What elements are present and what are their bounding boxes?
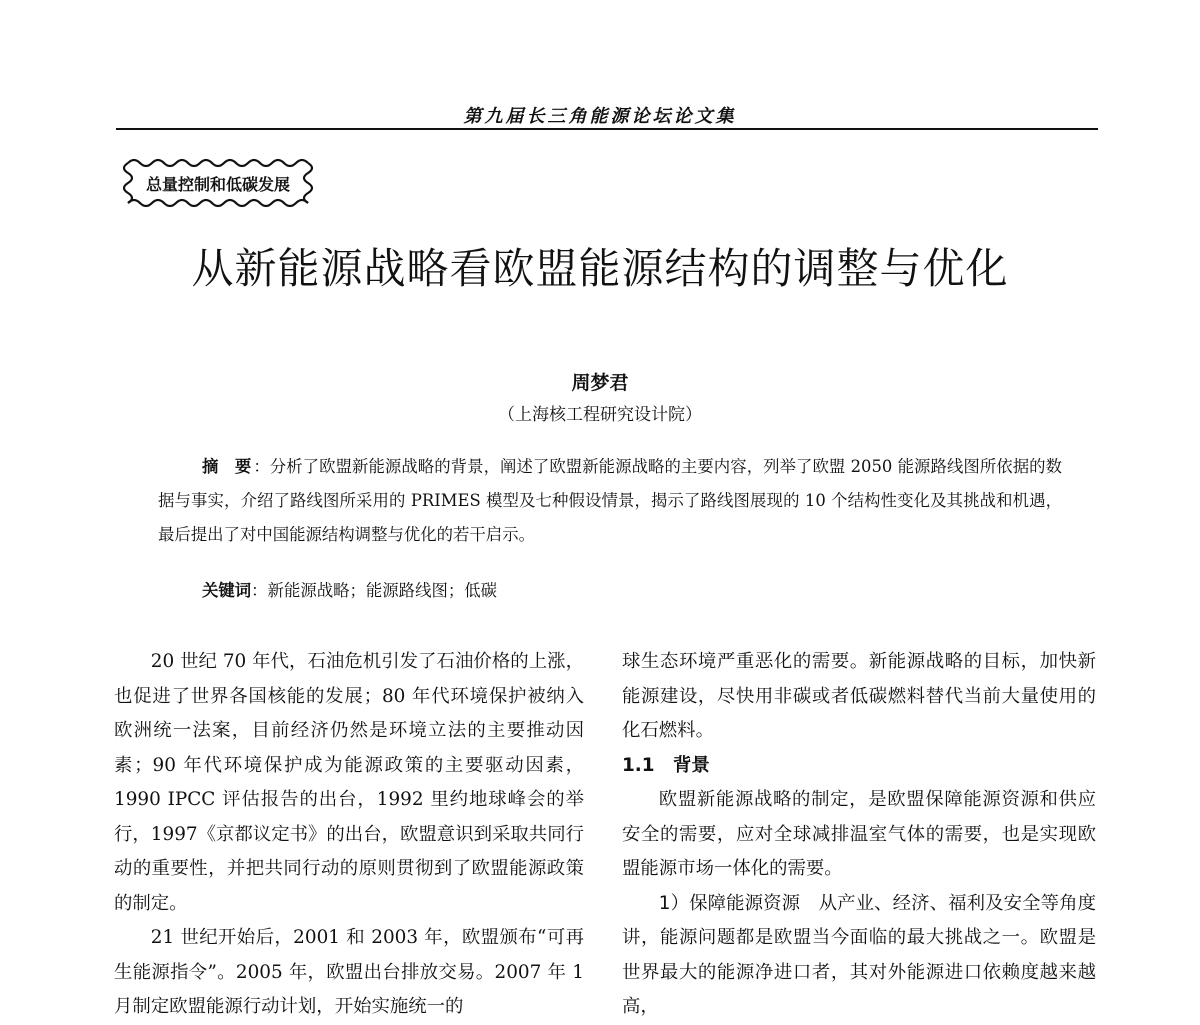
left-column (114, 645, 584, 1025)
section-tag-label: 总量控制和低碳发展 (145, 175, 290, 194)
section-heading: 1.1 背景 (622, 754, 710, 776)
keywords (202, 577, 497, 601)
keywords-text: ：新能源战略；能源路线图；低碳 (251, 581, 498, 600)
left-paragraph-1: 20 世纪 70 年代，石油危机引发了石油价格的上涨，也促进了世界各国核能的发展；80 年代环境保护被纳入欧洲统一法案，目前经济仍然是环境立法的主要推动因素；90 年代环境保护成为能源政策的主要驱动因素，1990 IPCC 评估报告的出台，1992 里约地球峰会的举行，1997《京都议定书》的出台，欧盟意识到采取共同行动的重要性，并把共同行动的原则贯彻到了欧盟能源政策的制定。 (114, 651, 584, 914)
inline-heading: 1）保障能源资源 (658, 892, 801, 914)
abstract-text: ：分析了欧盟新能源战略的背景，阐述了欧盟新能源战略的主要内容，列举了欧盟 2050 能源路线图所依据的数据与事实，介绍了路线图所采用的 PRIMES 模型及七种假设情景，揭示了路线图展现的 10 个结构性变化及其挑战和机遇，最后提出了对中国能源结构调整与优化的若干启示。 (158, 457, 1062, 544)
right-paragraph-1: 球生态环境严重恶化的需要。新能源战略的目标，加快新能源建设，尽快用非碳或者低碳燃料替代当前大量使用的化石燃料。 (622, 651, 1096, 741)
author-affiliation: （上海核工程研究设计院） (498, 405, 702, 425)
paper-title: 从新能源战略看欧盟能源结构的调整与优化 (191, 244, 1009, 293)
right-column (622, 645, 1096, 1025)
author-name: 周梦君 (571, 372, 629, 394)
section-tag (118, 155, 318, 211)
right-paragraph-3 (622, 887, 1096, 1025)
abstract-label: 摘 要 (202, 457, 252, 476)
right-paragraph-3-text: 从产业、经济、福利及安全等角度讲，能源问题都是欧盟当今面临的最大挑战之一。欧盟是世界最大的能源净进口者，其对外能源进口依赖度越来越高， (622, 892, 1096, 1017)
keywords-label: 关键词 (202, 581, 252, 600)
abstract (158, 450, 1062, 552)
left-paragraph-2: 21 世纪开始后，2001 和 2003 年，欧盟颁布“可再生能源指令”。2005 年，欧盟出台排放交易。2007 年 1 月制定欧盟能源行动计划，开始实施统一的 (114, 927, 584, 1017)
running-head: 第九届长三角能源论坛论文集 (463, 106, 737, 127)
header-rule (116, 128, 1098, 130)
right-paragraph-2: 欧盟新能源战略的制定，是欧盟保障能源资源和供应安全的需要，应对全球减排温室气体的需要，也是实现欧盟能源市场一体化的需要。 (622, 789, 1096, 879)
